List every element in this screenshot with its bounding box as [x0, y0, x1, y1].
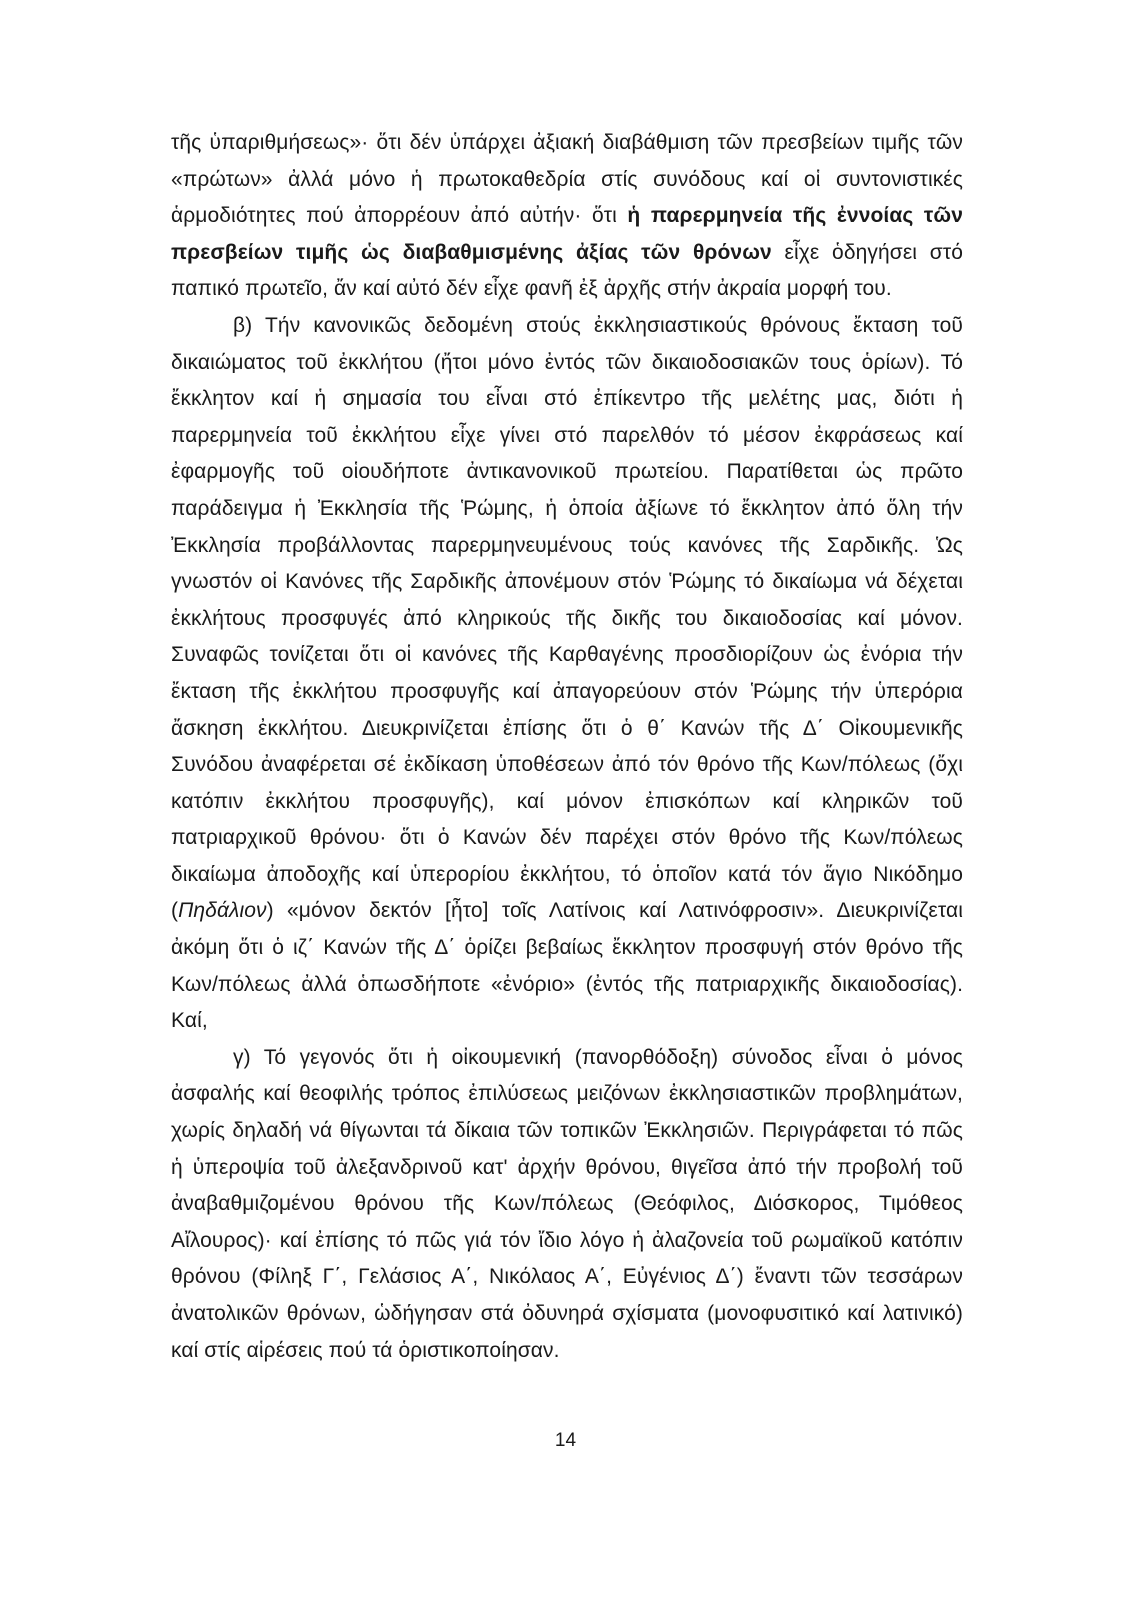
paragraph-1	[171, 125, 963, 308]
paragraph-2-text-b: ) «μόνον δεκτόν [ἦτο] τοῖς Λατίνοις καί Λατινόφροσιν». Διευκρινίζεται ἀκόμη ὅτι ὁ ιζ΄ Κανών τῆς Δ΄ ὁρίζει βεβαίως ἔκκλητον προσφυγή στόν θρόνο τῆς Κων/πόλεως ἀλλά ὁπωσδήποτε «ἐνόριο» (ἐντός τῆς πατριαρχικῆς δικαιοδοσίας). Καί,	[171, 899, 963, 1033]
paragraph-2-text-a: β) Τήν κανονικῶς δεδομένη στούς ἐκκλησιαστικούς θρόνους ἔκταση τοῦ δικαιώματος τοῦ ἐκκλήτου (ἤτοι μόνο ἐντός τῶν δικαιοδοσιακῶν τους ὁρίων). Τό ἔκκλητον καί ἡ σημασία του εἶναι στό ἐπίκεντρο τῆς μελέτης μας, διότι ἡ παρερμηνεία τοῦ ἐκκλήτου εἶχε γίνει στό παρελθόν τό μέσον ἐκφράσεως καί ἐφαρμογῆς τοῦ οἱουδήποτε ἀντικανονικοῦ πρωτείου. Παρατίθεται ὡς πρῶτο παράδειγμα ἡ Ἐκκλησία τῆς Ῥώμης, ἡ ὁποία ἀξίωνε τό ἔκκλητον ἀπό ὅλη τήν Ἐκκλησία προβάλλοντας παρερμηνευμένους τούς κανόνες τῆς Σαρδικῆς. Ὡς γνωστόν οἱ Κανόνες τῆς Σαρδικῆς ἀπονέμουν στόν Ῥώμης τό δικαίωμα νά δέχεται ἐκκλήτους προσφυγές ἀπό κληρικούς τῆς δικῆς του δικαιοδοσίας καί μόνον. Συναφῶς τονίζεται ὅτι οἱ κανόνες τῆς Καρθαγένης προσδιορίζουν ὡς ἐνόρια τήν ἔκταση τῆς ἐκκλήτου προσφυγῆς καί ἀπαγορεύουν στόν Ῥώμης τήν ὑπερόρια ἄσκηση ἐκκλήτου. Διευκρινίζεται ἐπίσης ὅτι ὁ θ΄ Κανών τῆς Δ΄ Οἰκουμενικῆς Συνόδου ἀναφέρεται σέ ἐκδίκαση ὑποθέσεων ἀπό τόν θρόνο τῆς Κων/πόλεως (ὄχι κατόπιν ἐκκλήτου προσφυγῆς), καί μόνον ἐπισκόπων καί κληρικῶν τοῦ πατριαρχικοῦ θρόνου· ὅτι ὁ Κανών δέν παρέχει στόν θρόνο τῆς Κων/πόλεως δικαίωμα ἀποδοχῆς καί ὑπερορίου ἐκκλήτου, τό ὁποῖον κατά τόν ἅγιο Νικόδημο (	[171, 313, 963, 923]
paragraph-2	[171, 308, 963, 1040]
paragraph-1-bold-phrase: ἡ παρερμηνεία τῆς ἐννοίας τῶν πρεσβείων τιμῆς ὡς διαβαθμισμένης ἀξίας τῶν θρόνων	[171, 204, 963, 264]
text-body	[171, 125, 963, 1369]
paragraph-1-text-a: τῆς ὑπαριθμήσεως»· ὅτι δέν ὑπάρχει ἀξιακή διαβάθμιση τῶν πρεσβείων τιμῆς τῶν «πρώτων» ἀλλά μόνο ἡ πρωτοκαθεδρία στίς συνόδους καί οἱ συντονιστικές ἁρμοδιότητες πού ἀπορρέουν ἀπό αὐτήν· ὅτι	[171, 131, 963, 228]
paragraph-2-italic-title: Πηδάλιον	[178, 899, 267, 923]
paragraph-3	[171, 1040, 963, 1369]
page-number: 14	[554, 1430, 577, 1451]
paragraph-3-text: γ) Τό γεγονός ὅτι ἡ οἰκουμενική (πανορθόδοξη) σύνοδος εἶναι ὁ μόνος ἀσφαλής καί θεοφιλής τρόπος ἐπιλύσεως μειζόνων ἐκκλησιαστικῶν προβλημάτων, χωρίς δηλαδή νά θίγωνται τά δίκαια τῶν τοπικῶν Ἐκκλησιῶν. Περιγράφεται τό πῶς ἡ ὑπεροψία τοῦ ἀλεξανδρινοῦ κατ' ἀρχήν θρόνου, θιγεῖσα ἀπό τήν προβολή τοῦ ἀναβαθμιζομένου θρόνου τῆς Κων/πόλεως (Θεόφιλος, Διόσκορος, Τιμόθεος Αἴλουρος)· καί ἐπίσης τό πῶς γιά τόν ἴδιο λόγο ἡ ἀλαζονεία τοῦ ρωμαϊκοῦ κατόπιν θρόνου (Φίληξ Γ΄, Γελάσιος Α΄, Νικόλαος Α΄, Εὐγένιος Δ΄) ἔναντι τῶν τεσσάρων ἀνατολικῶν θρόνων, ὡδήγησαν στά ὀδυνηρά σχίσματα (μονοφυσιτικό καί λατινικό) καί στίς αἱρέσεις πού τά ὁριστικοποίησαν.	[171, 1045, 963, 1362]
document-page	[171, 125, 963, 1369]
paragraph-1-text-b: εἶχε ὁδηγήσει στό παπικό πρωτεῖο, ἄν καί αὐτό δέν εἶχε φανῆ ἐξ ἀρχῆς στήν ἀκραία μορφή του.	[171, 240, 964, 301]
